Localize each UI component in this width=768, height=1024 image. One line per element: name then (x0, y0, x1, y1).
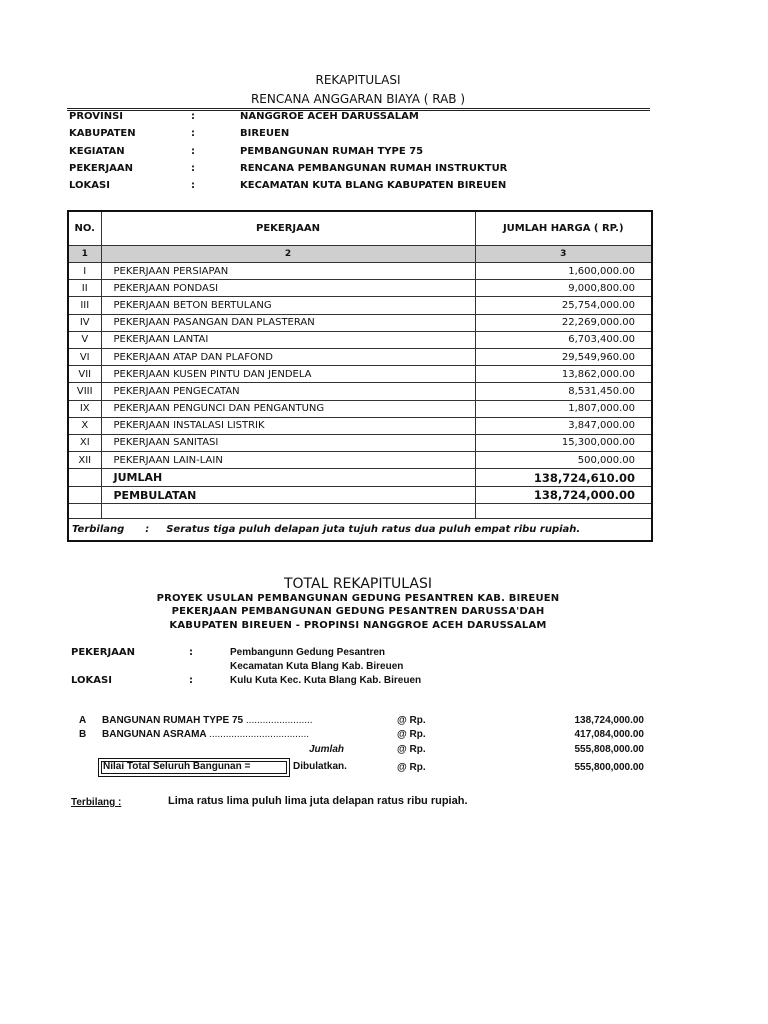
detail-colon: : (189, 675, 193, 686)
row-harga: 1,807,000.00 (475, 400, 652, 417)
column-number-row (68, 246, 652, 263)
total-rekap-subtitle-1: PROYEK USULAN PEMBANGUNAN GEDUNG PESANTREN KAB. BIREUEN (156, 593, 560, 604)
info-colon: : (191, 128, 195, 139)
row-no: VI (68, 348, 101, 365)
table-header-row (68, 211, 652, 246)
info-value: NANGGROE ACEH DARUSSALAM (240, 111, 419, 122)
dibulatkan-label: Dibulatkan. (293, 761, 347, 772)
table-row (68, 331, 652, 348)
row-no: V (68, 331, 101, 348)
row-harga: 3,847,000.00 (475, 417, 652, 434)
row-harga: 8,531,450.00 (475, 383, 652, 400)
terbilang-colon: : (145, 524, 150, 536)
row-no: IX (68, 400, 101, 417)
summary-jumlah-label: Jumlah (309, 744, 345, 755)
row-pekerjaan: PEKERJAAN KUSEN PINTU DAN JENDELA (101, 366, 475, 383)
table-row (68, 280, 652, 297)
row-harga: 15,300,000.00 (475, 434, 652, 451)
table-row (68, 452, 652, 469)
detail-label: PEKERJAAN (71, 647, 136, 658)
row-no: VII (68, 366, 101, 383)
row-no: X (68, 417, 101, 434)
terbilang-cell (68, 519, 652, 542)
header-divider-top (67, 108, 650, 109)
summary-code: B (79, 729, 87, 740)
blank-row (68, 504, 652, 519)
pembulatan-value: 138,724,000.00 (475, 486, 652, 504)
row-pekerjaan: PEKERJAAN PERSIAPAN (101, 263, 475, 280)
row-no: XI (68, 434, 101, 451)
column-header-pekerjaan: PEKERJAAN (101, 211, 475, 246)
row-pekerjaan: PEKERJAAN INSTALASI LISTRIK (101, 417, 475, 434)
empty-cell (475, 504, 652, 519)
table-row (68, 434, 652, 451)
detail-value: Pembangunn Gedung Pesantren (230, 647, 386, 658)
row-no: II (68, 280, 101, 297)
summary-value: 138,724,000.00 (574, 715, 644, 726)
total-rekap-subtitle-3: KABUPATEN BIREUEN - PROPINSI NANGGROE ACEH DARUSSALAM (169, 620, 547, 631)
row-harga: 13,862,000.00 (475, 366, 652, 383)
table-row (68, 383, 652, 400)
row-pekerjaan: PEKERJAAN SANITASI (101, 434, 475, 451)
table-row (68, 348, 652, 365)
row-pekerjaan: PEKERJAAN PONDASI (101, 280, 475, 297)
row-pekerjaan: PEKERJAAN ATAP DAN PLAFOND (101, 348, 475, 365)
total-terbilang-text: Lima ratus lima puluh lima juta delapan ratus ribu rupiah. (168, 795, 468, 807)
info-value: RENCANA PEMBANGUNAN RUMAH INSTRUKTUR (240, 163, 508, 174)
table-row (68, 314, 652, 331)
info-value: KECAMATAN KUTA BLANG KABUPATEN BIREUEN (240, 180, 507, 191)
empty-cell (68, 486, 101, 504)
column-header-no: NO. (68, 211, 101, 246)
total-terbilang-label: Terbilang : (71, 797, 122, 808)
row-pekerjaan: PEKERJAAN LAIN-LAIN (101, 452, 475, 469)
summary-code: A (79, 715, 87, 726)
table-row (68, 400, 652, 417)
summary-name: BANGUNAN RUMAH TYPE 75 ........................ (102, 715, 313, 726)
terbilang-text: Seratus tiga puluh delapan juta tujuh ratus dua puluh empat ribu rupiah. (166, 524, 581, 536)
table-row (68, 297, 652, 314)
total-rekap-subtitle-2: PEKERJAAN PEMBANGUNAN GEDUNG PESANTREN DARUSSA'DAH (171, 606, 545, 617)
info-label: PEKERJAAN (69, 163, 134, 174)
row-harga: 500,000.00 (475, 452, 652, 469)
nilai-total-box (98, 758, 290, 777)
detail-label: LOKASI (71, 675, 112, 686)
detail-colon: : (189, 647, 193, 658)
document-title: REKAPITULASI (315, 73, 401, 87)
info-label: LOKASI (69, 180, 110, 191)
empty-cell (101, 504, 475, 519)
info-colon: : (191, 163, 195, 174)
detail-value: Kulu Kuta Kec. Kuta Blang Kab. Bireuen (230, 675, 422, 686)
row-pekerjaan: PEKERJAAN BETON BERTULANG (101, 297, 475, 314)
info-value: BIREUEN (240, 128, 290, 139)
pembulatan-row (68, 486, 652, 504)
info-colon: : (191, 111, 195, 122)
info-label: PROVINSI (69, 111, 124, 122)
info-colon: : (191, 180, 195, 191)
summary-jumlah-value: 555,808,000.00 (574, 744, 644, 755)
row-pekerjaan: PEKERJAAN LANTAI (101, 331, 475, 348)
info-label: KABUPATEN (69, 128, 136, 139)
row-no: XII (68, 452, 101, 469)
info-colon: : (191, 146, 195, 157)
document-subtitle: RENCANA ANGGARAN BIAYA ( RAB ) (250, 92, 466, 106)
jumlah-row (68, 469, 652, 487)
table-row (68, 263, 652, 280)
rab-table (67, 210, 653, 542)
summary-currency: @ Rp. (397, 715, 426, 726)
table-row (68, 366, 652, 383)
jumlah-label: JUMLAH (101, 469, 475, 487)
row-pekerjaan: PEKERJAAN PENGUNCI DAN PENGANTUNG (101, 400, 475, 417)
empty-cell (68, 469, 101, 487)
jumlah-value: 138,724,610.00 (475, 469, 652, 487)
row-harga: 9,000,800.00 (475, 280, 652, 297)
row-no: III (68, 297, 101, 314)
nilai-total-label: Nilai Total Seluruh Bangunan = (103, 761, 251, 772)
summary-currency: @ Rp. (397, 762, 426, 773)
row-harga: 25,754,000.00 (475, 297, 652, 314)
row-harga: 1,600,000.00 (475, 263, 652, 280)
terbilang-label: Terbilang (72, 524, 125, 536)
column-number: 3 (475, 246, 652, 263)
dibulatkan-value: 555,800,000.00 (574, 762, 644, 773)
column-number: 2 (101, 246, 475, 263)
info-label: KEGIATAN (69, 146, 125, 157)
row-pekerjaan: PEKERJAAN PASANGAN DAN PLASTERAN (101, 314, 475, 331)
row-harga: 29,549,960.00 (475, 348, 652, 365)
detail-value: Kecamatan Kuta Blang Kab. Bireuen (230, 661, 404, 672)
table-row (68, 417, 652, 434)
column-number: 1 (68, 246, 101, 263)
summary-value: 417,084,000.00 (574, 729, 644, 740)
total-rekap-title: TOTAL REKAPITULASI (283, 576, 433, 592)
terbilang-row (68, 519, 652, 542)
summary-currency: @ Rp. (397, 729, 426, 740)
info-value: PEMBANGUNAN RUMAH TYPE 75 (240, 146, 424, 157)
row-no: I (68, 263, 101, 280)
pembulatan-label: PEMBULATAN (101, 486, 475, 504)
summary-name: BANGUNAN ASRAMA .................................... (102, 729, 310, 740)
row-no: VIII (68, 383, 101, 400)
empty-cell (68, 504, 101, 519)
row-harga: 6,703,400.00 (475, 331, 652, 348)
summary-currency: @ Rp. (397, 744, 426, 755)
row-pekerjaan: PEKERJAAN PENGECATAN (101, 383, 475, 400)
column-header-harga: JUMLAH HARGA ( RP.) (475, 211, 652, 246)
row-no: IV (68, 314, 101, 331)
row-harga: 22,269,000.00 (475, 314, 652, 331)
